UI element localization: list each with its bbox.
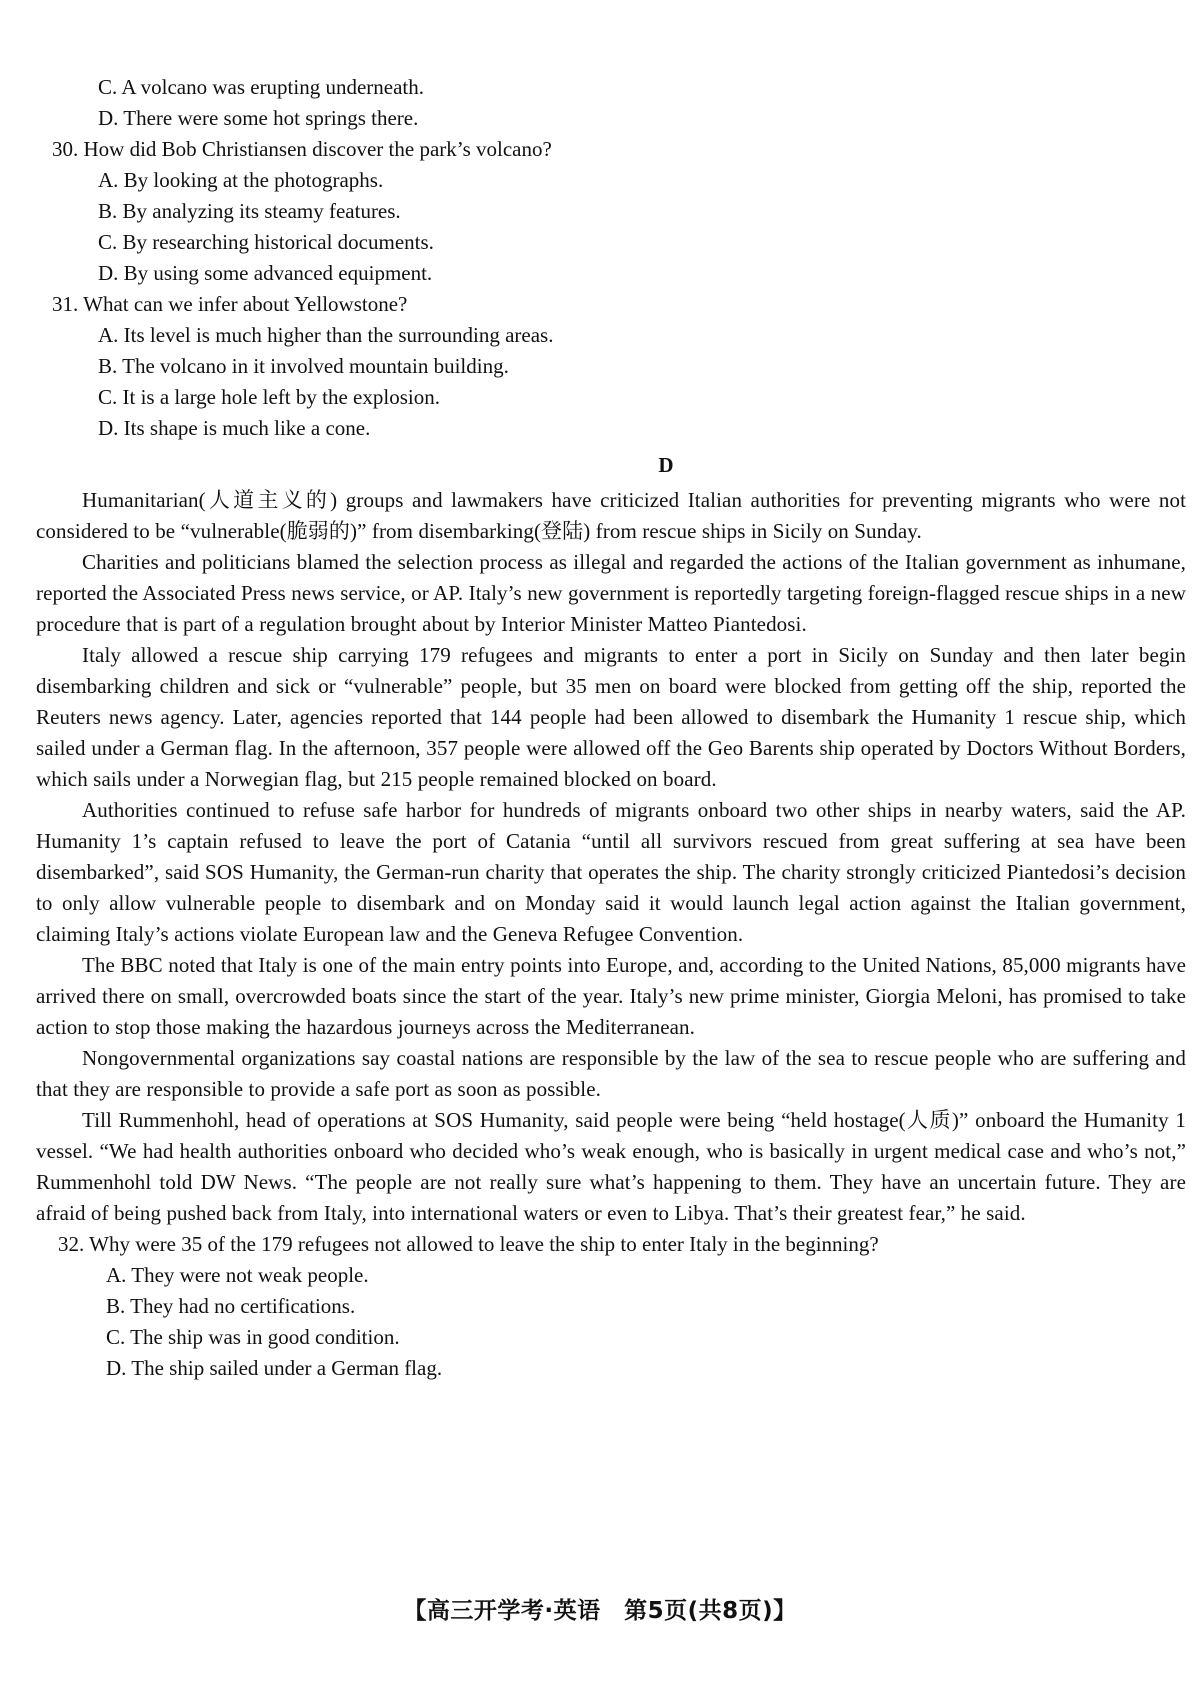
passage-paragraph-2: Charities and politicians blamed the selection process as illegal and regarded the actions of the Italian government as inhumane, reported the Associated Press news service, or AP. Italy’s new government is reportedly targeting foreign-flagged rescue ships in a new procedure that is part of a regulation brought about by Interior Minister Matteo Piantedosi.: [36, 550, 1186, 636]
question-31-option-c: C. It is a large hole left by the explosion.: [98, 385, 440, 409]
passage-paragraph-6: Nongovernmental organizations say coastal nations are responsible by the law of the sea to rescue people who are suffering and that they are responsible to provide a safe port as soon as possible.: [36, 1046, 1186, 1101]
question-30-stem: 30. How did Bob Christiansen discover the park’s volcano?: [52, 137, 552, 161]
prev-question-option-c: C. A volcano was erupting underneath.: [98, 75, 425, 99]
page-footer: 【高三开学考·英语 第5页(共8页)】: [403, 1598, 797, 1624]
passage-paragraph-7: Till Rummenhohl, head of operations at SOS Humanity, said people were being “held hostage(人质)” onboard the Humanity 1 vessel. “We had health authorities onboard who decided who’s weak enough, who is basically in urgent medical case and who’s not,” Rummenhohl told DW News. “The people are not really sure what’s happening to them. They have an uncertain future. They are afraid of being pushed back from Italy, into international waters or even to Libya. That’s their greatest fear,” he said.: [36, 1108, 1186, 1225]
section-d-title: D: [658, 453, 674, 477]
passage-paragraph-4: Authorities continued to refuse safe harbor for hundreds of migrants onboard two other ships in nearby waters, said the AP. Humanity 1’s captain refused to leave the port of Catania “until all survivors rescued from great suffering at sea have been disembarked”, said SOS Humanity, the German-run charity that operates the ship. The charity strongly criticized Piantedosi’s decision to only allow vulnerable people to disembark and on Monday said it would launch legal action against the Italian government, claiming Italy’s actions violate European law and the Geneva Refugee Convention.: [36, 798, 1186, 946]
question-31-option-b: B. The volcano in it involved mountain building.: [98, 354, 509, 378]
question-31-stem: 31. What can we infer about Yellowstone?: [52, 292, 408, 316]
question-31-option-d: D. Its shape is much like a cone.: [98, 416, 371, 440]
question-30-option-b: B. By analyzing its steamy features.: [98, 199, 401, 223]
prev-question-option-d: D. There were some hot springs there.: [98, 106, 419, 130]
passage-paragraph-5: The BBC noted that Italy is one of the main entry points into Europe, and, according to the United Nations, 85,000 migrants have arrived there on small, overcrowded boats since the start of the year. Italy’s new prime minister, Giorgia Meloni, has promised to take action to stop those making the hazardous journeys across the Mediterranean.: [36, 953, 1186, 1039]
question-32-option-d: D. The ship sailed under a German flag.: [106, 1356, 443, 1380]
question-32-option-b: B. They had no certifications.: [106, 1294, 356, 1318]
passage-paragraph-3: Italy allowed a rescue ship carrying 179 refugees and migrants to enter a port in Sicily on Sunday and then later begin disembarking children and sick or “vulnerable” people, but 35 men on board were blocked from getting off the ship, reported the Reuters news agency. Later, agencies reported that 144 people had been allowed to disembark the Humanity 1 rescue ship, which sailed under a German flag. In the afternoon, 357 people were allowed off the Geo Barents ship operated by Doctors Without Borders, which sails under a Norwegian flag, but 215 people remained blocked on board.: [36, 643, 1186, 791]
question-32-stem: 32. Why were 35 of the 179 refugees not allowed to leave the ship to enter Italy in the beginning?: [58, 1232, 879, 1256]
question-31-option-a: A. Its level is much higher than the surrounding areas.: [98, 323, 554, 347]
exam-page: [36, 72, 1186, 1384]
question-30-option-d: D. By using some advanced equipment.: [98, 261, 433, 285]
question-30-option-c: C. By researching historical documents.: [98, 230, 434, 254]
question-32-option-c: C. The ship was in good condition.: [106, 1325, 400, 1349]
question-32-option-a: A. They were not weak people.: [106, 1263, 369, 1287]
passage-paragraph-1: Humanitarian(人道主义的) groups and lawmakers have criticized Italian authorities for preventing migrants who were not considered to be “vulnerable(脆弱的)” from disembarking(登陆) from rescue ships in Sicily on Sunday.: [36, 488, 1186, 543]
question-30-option-a: A. By looking at the photographs.: [98, 168, 384, 192]
